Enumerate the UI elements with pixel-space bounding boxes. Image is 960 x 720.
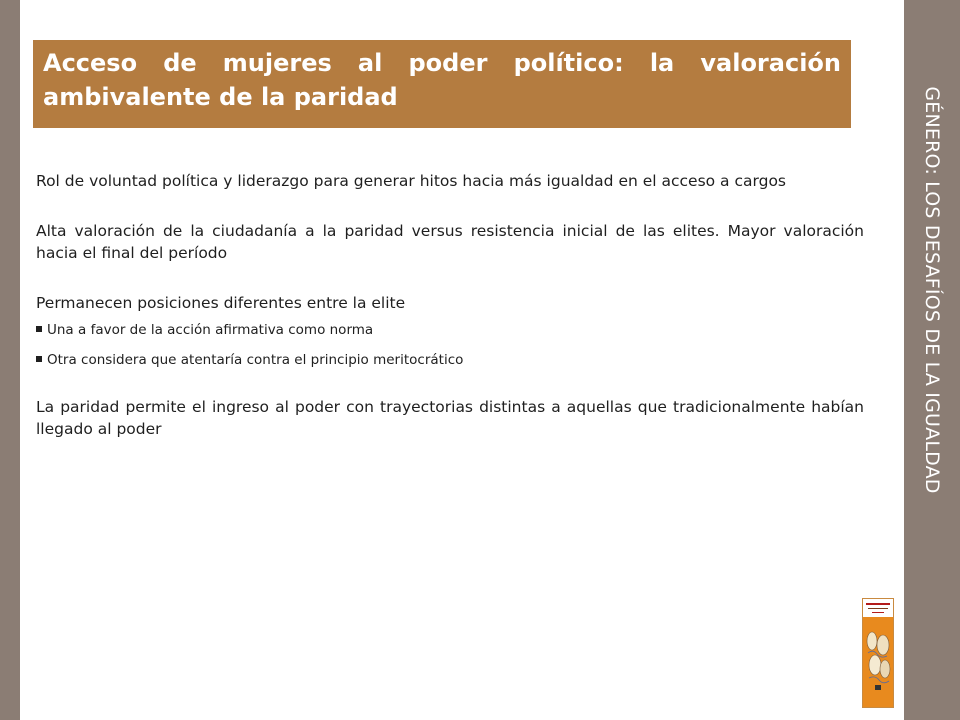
slide-title: Acceso de mujeres al poder político: la valoración ambivalente de la paridad [43,49,841,111]
book-cover-image [862,598,894,708]
book-subtitle-line [868,608,888,609]
sidebar-title-text: GÉNERO: LOS DESAFÍOS DE LA IGUALDAD [921,86,943,494]
paragraph-3: Permanecen posiciones diferentes entre la elite [36,294,406,312]
slide-body [36,170,864,468]
bullet-item [36,320,864,340]
book-illustration [865,623,891,693]
title-banner [33,40,851,128]
paragraph-4: La paridad permite el ingreso al poder con trayectorias distintas a aquellas que tradicionalmente habían llegado al poder [36,398,864,438]
sidebar-title [904,0,960,720]
paragraph-1: Rol de voluntad política y liderazgo para generar hitos hacia más igualdad en el acceso a cargos [36,172,787,190]
bullet-text: Otra considera que atentaría contra el principio meritocrático [47,352,464,368]
bullet-list [36,320,864,370]
square-bullet-icon [36,326,42,332]
bullet-text: Una a favor de la acción afirmativa como norma [47,322,374,338]
book-title-line [866,603,890,605]
left-margin-strip [0,0,20,720]
book-header-band [863,599,893,617]
bullet-item [36,350,864,370]
book-year-line [872,612,884,613]
square-bullet-icon [36,356,42,362]
paragraph-2: Alta valoración de la ciudadanía a la paridad versus resistencia inicial de las elites. Mayor valoración hacia el final del período [36,222,864,262]
